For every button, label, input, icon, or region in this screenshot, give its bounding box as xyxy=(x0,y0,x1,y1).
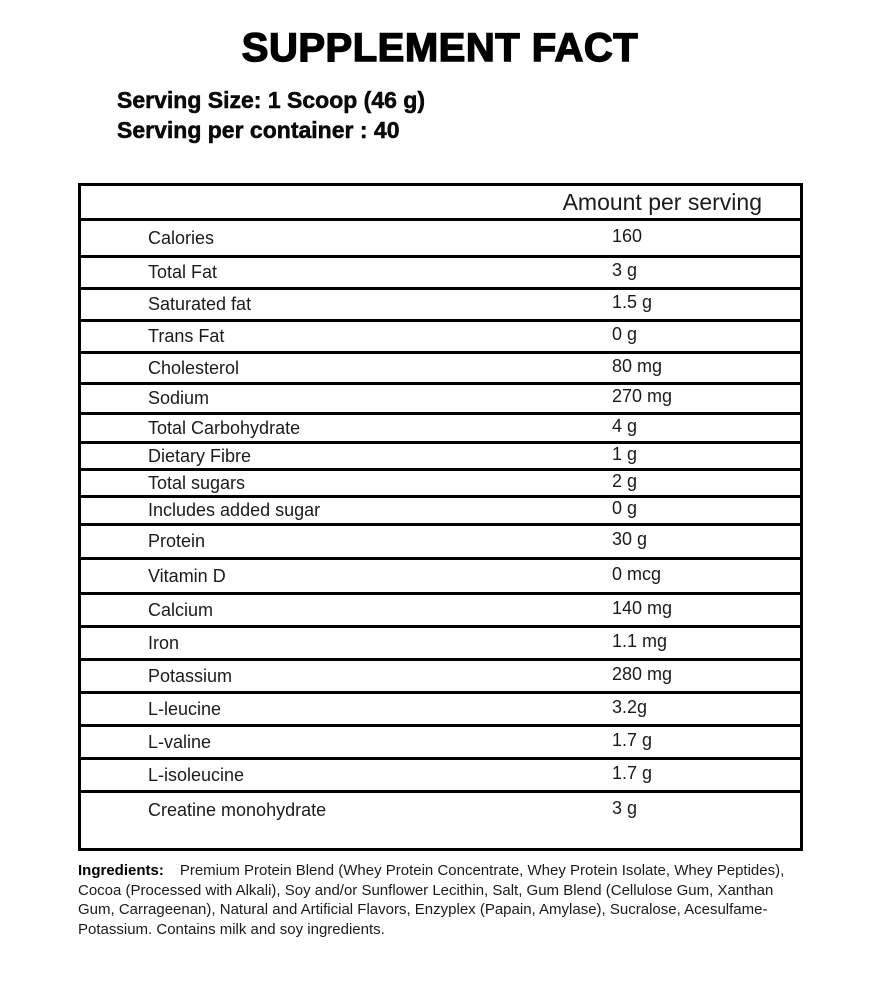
table-row-calcium xyxy=(81,592,800,625)
nutrient-value: 1 g xyxy=(612,443,638,464)
nutrient-value: 1.5 g xyxy=(612,292,653,312)
ingredients-paragraph xyxy=(78,861,808,939)
table-row-added-sugar xyxy=(81,495,800,523)
table-row-protein xyxy=(81,523,800,557)
servings-per-container: Serving per container : 40 xyxy=(117,117,400,143)
nutrient-value: 270 mg xyxy=(612,386,673,406)
table-header: Amount per serving xyxy=(562,188,762,215)
nutrient-value: 1.7 g xyxy=(612,729,653,750)
serving-info xyxy=(117,85,880,145)
nutrient-value: 140 mg xyxy=(612,597,673,618)
nutrient-label: Dietary Fibre xyxy=(148,445,252,466)
nutrient-label: L-leucine xyxy=(148,698,222,719)
nutrient-value: 3.2g xyxy=(612,696,648,717)
table-row-l-isoleucine xyxy=(81,757,800,790)
nutrient-label: Total Carbohydrate xyxy=(148,417,301,438)
nutrient-label: Vitamin D xyxy=(148,565,226,586)
supplement-facts-table xyxy=(78,183,803,851)
nutrient-value: 4 g xyxy=(612,415,638,436)
nutrient-label: Includes added sugar xyxy=(148,500,321,520)
table-row-trans-fat xyxy=(81,319,800,351)
nutrient-value: 0 g xyxy=(612,324,638,344)
table-row-total-sugars xyxy=(81,468,800,495)
ingredients-label: Ingredients: xyxy=(78,862,164,879)
nutrient-label: Total sugars xyxy=(148,472,246,493)
table-row-total-fat xyxy=(81,255,800,287)
table-row-cholesterol xyxy=(81,351,800,382)
nutrient-value: 3 g xyxy=(612,798,638,818)
nutrient-label: Iron xyxy=(148,632,180,653)
table-row-saturated-fat xyxy=(81,287,800,319)
nutrient-value: 30 g xyxy=(612,529,648,549)
nutrient-label: Potassium xyxy=(148,665,233,686)
nutrient-label: Trans Fat xyxy=(148,326,225,346)
nutrient-label: Total Fat xyxy=(148,262,218,282)
nutrient-label: Sodium xyxy=(148,388,210,408)
table-row-total-carbohydrate xyxy=(81,412,800,441)
table-row-calories xyxy=(81,218,800,255)
table-row-l-leucine xyxy=(81,691,800,724)
page-title: SUPPLEMENT FACT xyxy=(241,26,639,70)
nutrient-label: Calories xyxy=(148,227,215,248)
serving-size: Serving Size: 1 Scoop (46 g) xyxy=(117,87,426,113)
nutrient-label: L-valine xyxy=(148,731,212,752)
table-row-sodium xyxy=(81,382,800,412)
nutrient-value: 3 g xyxy=(612,260,638,280)
table-row-vitamin-d xyxy=(81,557,800,592)
nutrient-label: Creatine monohydrate xyxy=(148,800,327,820)
table-row-dietary-fibre xyxy=(81,441,800,468)
nutrient-value: 160 xyxy=(612,225,643,246)
nutrient-value: 0 mcg xyxy=(612,563,662,584)
table-row-creatine-monohydrate xyxy=(81,790,800,848)
nutrient-value: 80 mg xyxy=(612,355,663,376)
table-row-l-valine xyxy=(81,724,800,757)
nutrient-label: Protein xyxy=(148,531,206,551)
nutrient-value: 280 mg xyxy=(612,663,673,684)
nutrient-label: Cholesterol xyxy=(148,357,240,378)
table-row-potassium xyxy=(81,658,800,691)
nutrient-label: Saturated fat xyxy=(148,294,252,314)
nutrient-label: L-isoleucine xyxy=(148,764,245,785)
ingredients-text: Premium Protein Blend (Whey Protein Concentrate, Whey Protein Isolate, Whey Peptides), Cocoa (Processed with Alkali), Soy and/or Sunflower Lecithin, Salt, Gum Blend (Cellulose Gum, Xanthan Gum, Carrageenan), Natural and Artificial Flavors, Enzyplex (Papain, Amylase), Sucralose, Acesulfame-Potassium. Contains milk and soy ingredients. xyxy=(78,862,785,938)
nutrient-value: 0 g xyxy=(612,498,638,518)
nutrient-value: 1.7 g xyxy=(612,762,653,783)
nutrient-value: 1.1 mg xyxy=(612,630,668,651)
table-row-iron xyxy=(81,625,800,658)
nutrient-label: Calcium xyxy=(148,599,214,620)
nutrient-value: 2 g xyxy=(612,470,638,491)
